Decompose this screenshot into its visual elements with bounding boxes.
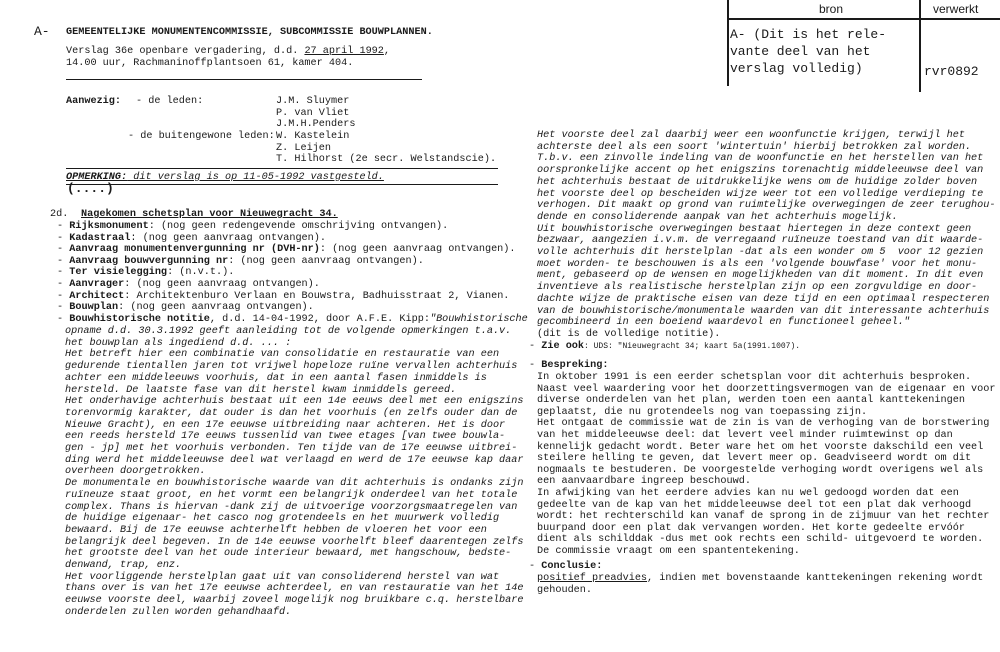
members-list: [276, 96, 355, 131]
meeting-date: 27 april 1992: [304, 46, 384, 57]
quote-line: complex. Thans is hiervan -dank zij de uitvoerige voorzorgsmaatregelen van: [65, 501, 518, 513]
conclusie-heading: - Conclusie:: [529, 561, 603, 572]
quote-line: opname d.d. 30.3.1992 geeft aanleiding tot de volgende opmerkingen t.a.v.: [65, 326, 512, 337]
quote-line: het voorste deel op bescheiden wijze weer tot een volledige verdieping te: [537, 188, 984, 200]
bespreking-line: wordt: het rechterschild kan vanaf de sprong in de zijmuur van het rechter: [537, 511, 990, 523]
quote-line: het achterhuis bestaat de uitdrukkelijke wens om de huidige zolder boven: [537, 176, 978, 188]
field-kadastraal: - Kadastraal: (nog geen aanvraag ontvangen).: [57, 232, 327, 244]
stamp-note: A- (Dit is het rele- vante deel van het verslag volledig): [730, 27, 887, 76]
bespreking-line: steilere helling te geven, dat levert meer op. Geadviseerd wordt om dit: [537, 453, 972, 465]
quote-line: dachte wijze de praktische eisen van deze tijd en een optimaal respecteren: [537, 293, 990, 305]
bespreking-line: buurpand door een plat dak vervangen worden. Het korte gedeelte ervóór: [537, 522, 965, 534]
quote-line: hersteld. De laatste fase van dit herstel kwam inmiddels gereed.: [65, 384, 457, 396]
ellipsis-mark: (....): [67, 181, 114, 196]
source-stamp: [727, 0, 1000, 100]
field-ter-visielegging: - Ter visielegging: (n.v.t.).: [57, 267, 235, 279]
member: Z. Leijen: [276, 142, 332, 154]
attendance-rule: [66, 168, 498, 169]
quote-line: eeuwse voorste deel, waarbij zoveel mogelijk nog bruikbare c.q. herstelbare: [65, 595, 524, 607]
quote-line: Het voorliggende herstelplan gaat uit van consoliderend herstel van wat: [65, 571, 500, 583]
quote-line: bezwaar, aangezien i.v.m. de verregaand ruïneuze toestand van dit waarde-: [537, 235, 984, 247]
member: W. Kastelein: [276, 131, 350, 142]
quote-line: Uit bouwhistorische overwegingen bestaat hiertegen in deze context geen: [537, 223, 972, 235]
zie-ook: - Zie ook: UDS: "Nieuwegracht 34; kaart 5a(1991.1007).: [529, 341, 801, 352]
remark-text: dit verslag is op 11-05-1992 vastgesteld.: [127, 172, 384, 183]
quote-line: T.b.v. een zinvolle indeling van de woonfunctie en het herstellen van het: [537, 153, 984, 165]
conclusie-advies: positief preadvies: [537, 573, 648, 584]
notitie-quote-left: [65, 326, 524, 619]
bespreking-line: Naast veel waardering voor het doorzettingsvermogen van de eigenaar en voor: [537, 383, 996, 395]
document-title: GEMEENTELIJKE MONUMENTENCOMMISSIE, SUBCOMMISSIE BOUWPLANNEN.: [66, 27, 433, 38]
quote-line: onderdelen zullen worden gehandhaafd.: [65, 606, 292, 618]
remark-label: OPMERKING:: [66, 172, 128, 183]
quote-line: De monumentale en bouwhistorische waarde van dit achterhuis is ondanks zijn: [65, 478, 524, 490]
quote-line: Het onderhavige achterhuis bestaat uit een 14e eeuws deel met een enigszins: [65, 396, 524, 408]
quote-line: het grootste deel van het oude interieur bewaard, met hangschouw, bedste-: [65, 548, 512, 560]
quote-line: gen - jp] met het voorhuis verbonden. Ten tijde van de 17e eeuwse uitbrei-: [65, 443, 518, 455]
bespreking-line: In oktober 1991 is een eerder schetsplan voor dit achterhuis besproken.: [537, 372, 972, 383]
quote-line: de huidige eigenaar- het casco nog grotendeels en het muurwerk volledig: [65, 513, 500, 525]
quote-line: inventieve als realistische herstelplan zijn op een zorgvuldige en door-: [537, 282, 978, 294]
quote-line: gecombineerd in een boeiend waardevol en functioneel geheel.": [537, 317, 910, 329]
bespreking-line: dient als schilddak -dus met ook rechts een schild- uitgevoerd te worden.: [537, 534, 984, 546]
bespreking-line: een aanvaardbare ingreep beschouwd.: [537, 476, 751, 488]
member: P. van Vliet: [276, 107, 350, 119]
bespreking-line: kennelijk gedacht wordt. Beter ware het om het voorste dakschild een veel: [537, 441, 984, 453]
field-notitie: - Bouwhistorische notitie, d.d. 14-04-1992, door A.F.E. Kipp:"Bouwhistorische: [57, 313, 528, 325]
field-aanvrager: - Aanvrager: (nog geen aanvraag ontvangen).: [57, 278, 320, 290]
quote-line: bewaard. Bij de 17e eeuwse achterhelft hebben de vloeren het voor een: [65, 524, 487, 536]
bespreking-line: gedeelte van de kap van het middeleeuwse deel tot een plat dak verhoogd: [537, 499, 972, 511]
quote-line: Het voorste deel zal daarbij weer een woonfunctie krijgen, terwijl het: [537, 130, 965, 141]
field-bouwvergunning: - Aanvraag bouwvergunning nr: (nog geen aanvraag ontvangen).: [57, 255, 424, 267]
field-bouwplan: - Bouwplan: (nog geen aanvraag ontvangen).: [57, 302, 314, 314]
quote-line: gedurende tientallen jaren tot vrijwel hopeloze ruïne vervallen achterhuis: [65, 361, 518, 373]
field-monumentenvergunning: - Aanvraag monumentenvergunning nr (DVH-nr): (nog geen aanvraag ontvangen).: [57, 244, 516, 256]
bespreking-line: De commissie vraagt om een spantentekening.: [537, 545, 800, 557]
member: J.M. Sluymer: [276, 96, 350, 107]
quote-line: dende en consoliderende aanpak van het achterhuis mogelijk.: [537, 211, 898, 223]
quote-line: een reeds hersteld 17e eeuws tussenlid van twee etages [van twee bouwla-: [65, 431, 506, 443]
bespreking-line: nogmaals te bestuderen. De voorgestelde verhoging wordt overigens wel als: [537, 464, 984, 476]
volledige-notitie: (dit is de volledige notitie).: [537, 329, 721, 340]
item-number: 2d.: [50, 209, 69, 220]
item-fields: [57, 221, 528, 325]
quote-line: torenvormig karakter, dat ouder is dan het voorhuis (en zelfs ouder dan de: [65, 407, 518, 419]
remark-rule: [66, 184, 498, 185]
attendance-label: Aanwezig:: [66, 96, 122, 107]
quote-line: ding werd het middeleeuwse deel wat verlaagd en werd de 17e eeuwse kap daar: [65, 454, 524, 466]
stamp-col-verwerkt: verwerkt: [933, 2, 979, 16]
meeting-line-1: Verslag 36e openbare vergadering, d.d. 27 april 1992,: [66, 46, 391, 57]
member: T. Hilhorst (2e secr. Welstandscie).: [276, 154, 497, 166]
quote-line: Nieuwe Gracht), en een 17e eeuwse uitbreiding naar achteren. Het is door: [65, 419, 506, 431]
quote-line: thans over is van het 17e eeuwse achterdeel, en van restauratie van het 14e: [65, 583, 524, 595]
extra-members-list: [276, 131, 496, 166]
quote-line: achterste deel als een soort 'wintertuin' hierbij betrokken zal worden.: [537, 141, 972, 153]
bespreking-text: [537, 372, 996, 558]
header-rule: [66, 79, 422, 80]
extra-members-label: - de buitengewone leden:: [128, 131, 275, 142]
quote-line: overheen doorgetrokken.: [65, 466, 206, 478]
bespreking-heading: - Bespreking:: [529, 360, 609, 371]
field-architect: - Architect: Architektenburo Verlaan en Bouwstra, Badhuisstraat 2, Vianen.: [57, 290, 510, 302]
field-rijksmonument: - Rijksmonument: (nog geen redengevende omschrijving ontvangen).: [57, 221, 449, 232]
members-label: - de leden:: [136, 96, 204, 107]
conclusie-text: positief preadvies, indien met bovenstaande kanttekeningen rekening wordt: [537, 573, 984, 584]
bespreking-line: geplaatst, die nu grotendeels nog van toepassing zijn.: [537, 406, 868, 418]
quote-line: denwand, trap, enz.: [65, 560, 182, 572]
quote-line: ruïneuze staat groot, en het vormt een belangrijk onderdeel van het totale: [65, 489, 518, 501]
bespreking-line: diverse onderdelen van het plan, werden toen een aantal kanttekeningen: [537, 395, 965, 407]
quote-line: volle achterhuis dit herstelplan -dat als een wonder om 5 voor 12 gezien: [537, 247, 984, 259]
stamp-col-bron: bron: [819, 2, 844, 16]
meeting-line-2: 14.00 uur, Rachmaninoffplantsoen 61, kamer 404.: [66, 58, 354, 69]
quote-line: oorspronkelijke accent op het enigszins torenachtig middeleeuwse deel van: [537, 165, 984, 177]
stamp-code: rvr0892: [924, 64, 979, 79]
conclusie-text-2: gehouden.: [537, 585, 593, 596]
quote-line: van de bouwhistorische/monumentale waarden van dit interessante achterhuis: [537, 305, 990, 317]
quote-line: ment, gebaseerd op de wensen en mogelijkheden van dit moment. In dit even: [537, 270, 984, 282]
bespreking-line: van het middeleeuwse deel: dat levert veel minder ruimtewinst op dan: [537, 429, 953, 441]
quote-line: het bouwplan als ingediend d.d. ... :: [65, 337, 292, 349]
corner-mark: A-: [34, 24, 50, 39]
quote-line: belangrijk deel begeven. In de 14e eeuwse voorhelft bleef daarentegen zelfs: [65, 536, 524, 548]
quote-line: Het betreft hier een combinatie van consolidatie en restauratie van een: [65, 349, 500, 361]
notitie-quote-right: [537, 130, 996, 329]
quote-line: verhogen. Dit maakt op grond van ruimtelijke overwegingen de zeer terughou-: [537, 200, 996, 212]
item-title: Nagekomen schetsplan voor Nieuwegracht 34.: [81, 209, 338, 220]
member: J.M.H.Penders: [276, 119, 356, 131]
quote-line: moet worden- te beschouwen is als een 'volgende bouwfase' voor het monu-: [537, 258, 978, 270]
quote-line: achter een middeleeuws voorhuis, dat in een aantal fasen inmiddels is: [65, 372, 487, 384]
bespreking-line: Het ontgaat de commissie wat de zin is van de verhoging van de borstwering: [537, 418, 990, 430]
bespreking-line: In afwijking van het eerdere advies kan nu wel gedoogd worden dat een: [537, 487, 959, 499]
